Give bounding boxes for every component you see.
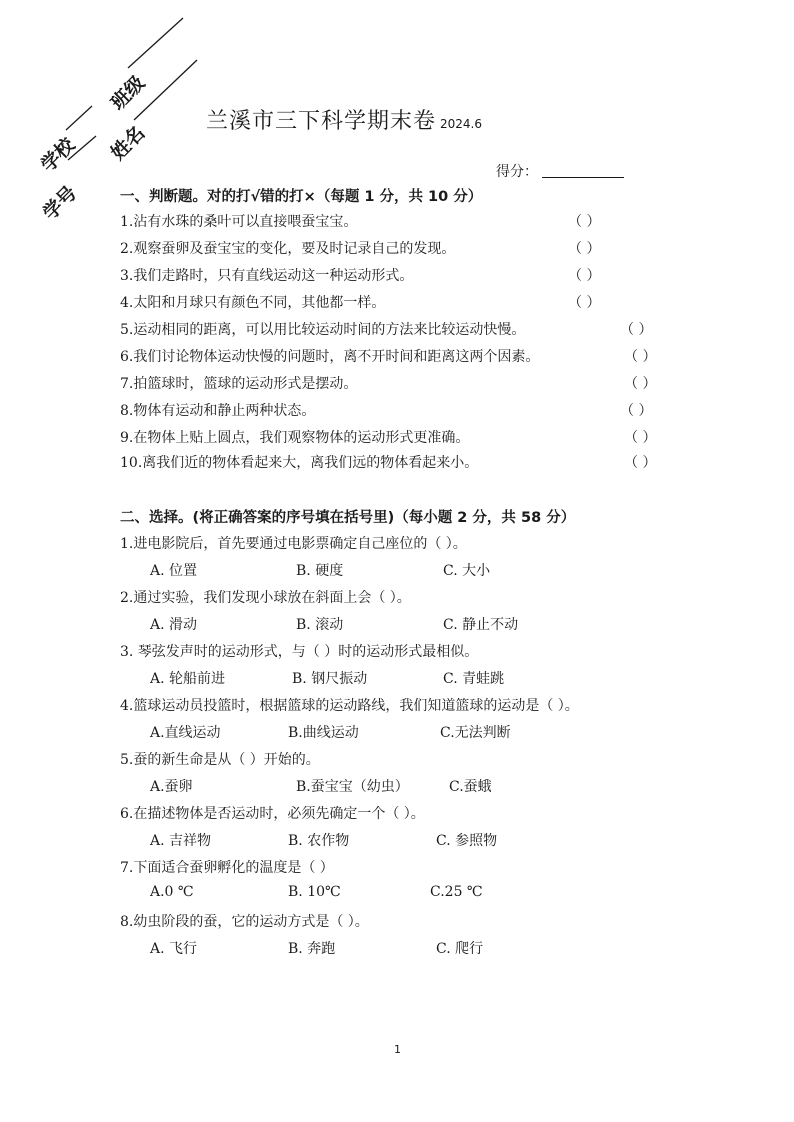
section-2-heading: 二、选择。(将正确答案的序号填在括号里)（每小题 2 分，共 58 分） (120, 510, 576, 526)
option-b[interactable]: B. 滚动 (296, 617, 344, 633)
title-text: 兰溪市三下科学期末卷 (206, 109, 437, 134)
choice-question: 6.在描述物体是否运动时，必须先确定一个（ ）。 (120, 806, 425, 822)
judge-question: 3.我们走路时，只有直线运动这一种运动形式。 (120, 268, 414, 284)
option-b[interactable]: B. 钢尺振动 (292, 671, 368, 687)
answer-paren[interactable]: （ ） (624, 455, 657, 471)
school-field-label: 学校 (36, 133, 80, 177)
student-id-field-label: 学号 (38, 181, 82, 225)
answer-paren[interactable]: （ ） (624, 376, 657, 392)
score-blank[interactable] (542, 177, 624, 178)
choice-question: 2.通过实验，我们发现小球放在斜面上会（ ）。 (120, 590, 411, 606)
section-1-heading: 一、判断题。对的打√错的打×（每题 1 分，共 10 分） (120, 189, 483, 205)
answer-paren[interactable]: （ ） (620, 322, 653, 338)
option-b[interactable]: B. 硬度 (296, 563, 344, 579)
option-a[interactable]: A.0 ℃ (150, 884, 194, 900)
option-b[interactable]: B. 奔跑 (288, 941, 336, 957)
judge-question: 6.我们讨论物体运动快慢的问题时，离不开时间和距离这两个因素。 (120, 349, 540, 365)
option-c[interactable]: C.25 ℃ (430, 884, 483, 900)
option-b[interactable]: B. 10℃ (288, 884, 341, 900)
page-number: 1 (394, 1043, 401, 1056)
choice-question: 8.幼虫阶段的蚕，它的运动方式是（ ）。 (120, 914, 369, 930)
option-c[interactable]: C. 爬行 (436, 941, 484, 957)
judge-question: 5.运动相同的距离，可以用比较运动时间的方法来比较运动快慢。 (120, 322, 526, 338)
option-c[interactable]: C. 参照物 (436, 833, 498, 849)
option-c[interactable]: C. 青蛙跳 (443, 671, 505, 687)
choice-question: 5.蚕的新生命是从（ ）开始的。 (120, 752, 320, 768)
option-a[interactable]: A. 位置 (150, 563, 198, 579)
answer-paren[interactable]: （ ） (624, 430, 657, 446)
choice-question: 1.进电影院后，首先要通过电影票确定自己座位的（ ）。 (120, 536, 467, 552)
option-a[interactable]: A.直线运动 (150, 725, 221, 741)
answer-paren[interactable]: （ ） (620, 403, 653, 419)
option-a[interactable]: A. 飞行 (150, 941, 198, 957)
judge-question: 1.沾有水珠的桑叶可以直接喂蚕宝宝。 (120, 214, 358, 230)
judge-question: 7.拍篮球时，篮球的运动形式是摆动。 (120, 376, 358, 392)
title-year: 2024.6 (440, 117, 483, 131)
answer-paren[interactable]: （ ） (568, 214, 601, 230)
judge-question: 2.观察蚕卵及蚕宝宝的变化，要及时记录自己的发现。 (120, 241, 456, 257)
page-title (206, 104, 482, 135)
option-c[interactable]: C.无法判断 (440, 725, 511, 741)
option-a[interactable]: A.蚕卵 (150, 779, 193, 795)
option-a[interactable]: A. 吉祥物 (150, 833, 212, 849)
choice-question: 7.下面适合蚕卵孵化的温度是（ ） (120, 860, 334, 876)
answer-paren[interactable]: （ ） (568, 268, 601, 284)
judge-question: 8.物体有运动和静止两种状态。 (120, 403, 316, 419)
answer-paren[interactable]: （ ） (568, 241, 601, 257)
option-b[interactable]: B. 农作物 (288, 833, 350, 849)
option-a[interactable]: A. 轮船前进 (150, 671, 226, 687)
answer-paren[interactable]: （ ） (624, 349, 657, 365)
judge-question: 10.离我们近的物体看起来大，离我们远的物体看起来小。 (120, 455, 479, 471)
option-c[interactable]: C.蚕蛾 (449, 779, 492, 795)
option-c[interactable]: C. 静止不动 (443, 617, 519, 633)
judge-question: 4.太阳和月球只有颜色不同，其他都一样。 (120, 295, 386, 311)
choice-question: 3. 琴弦发声时的运动形式，与（ ）时的运动形式最相似。 (120, 644, 479, 660)
score-field (496, 161, 624, 181)
choice-question: 4.篮球运动员投篮时，根据篮球的运动路线，我们知道篮球的运动是（ ）。 (120, 698, 579, 714)
option-b[interactable]: B.蚕宝宝（幼虫） (296, 779, 409, 795)
class-field-label: 班级 (106, 71, 150, 115)
option-a[interactable]: A. 滑动 (150, 617, 198, 633)
option-b[interactable]: B.曲线运动 (288, 725, 359, 741)
answer-paren[interactable]: （ ） (568, 295, 601, 311)
name-field-label: 姓名 (106, 121, 150, 165)
score-label: 得分： (496, 164, 538, 180)
judge-question: 9.在物体上贴上圆点，我们观察物体的运动形式更准确。 (120, 430, 470, 446)
option-c[interactable]: C. 大小 (443, 563, 491, 579)
